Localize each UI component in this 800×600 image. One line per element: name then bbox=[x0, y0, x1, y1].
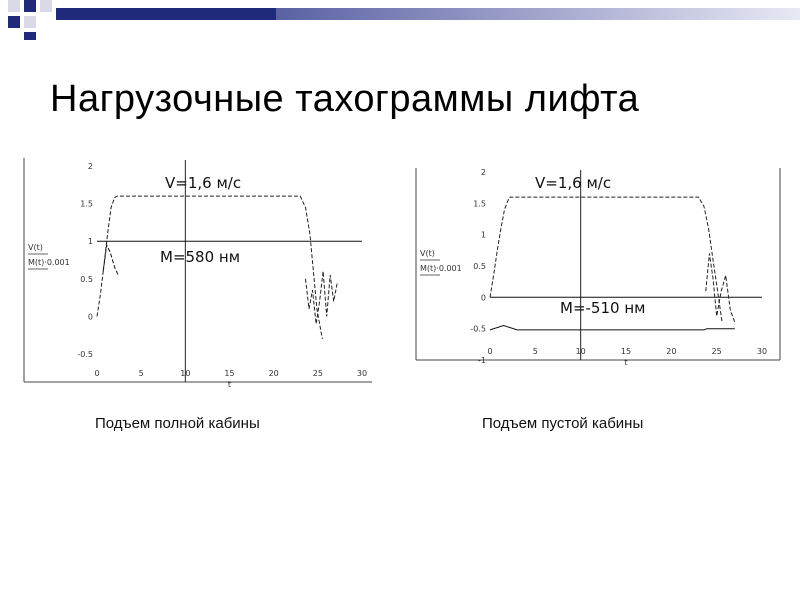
y-tick-label-2: 0 bbox=[480, 293, 486, 303]
x-tick-label-2: 10 bbox=[180, 369, 191, 378]
annotation-speed: V=1,6 м/с bbox=[165, 174, 242, 192]
y-tick-label-0: -1 bbox=[478, 356, 486, 365]
x-tick-label-1: 5 bbox=[532, 347, 538, 356]
chart-left-svg bbox=[0, 150, 380, 390]
deco-square-5 bbox=[24, 16, 36, 28]
y-tick-label-5: 1.5 bbox=[473, 199, 486, 209]
x-tick-label-2: 10 bbox=[575, 347, 586, 356]
chart-right-svg bbox=[410, 160, 790, 400]
x-tick-label-5: 25 bbox=[711, 347, 722, 356]
x-tick-label-3: 15 bbox=[620, 347, 632, 356]
annotation-torque: M=-510 нм bbox=[560, 299, 646, 317]
x-tick-label-0: 0 bbox=[94, 369, 100, 378]
tachogram-empty-cabin-chart bbox=[410, 160, 790, 400]
series-line-0 bbox=[97, 196, 322, 339]
deco-bar-dark bbox=[56, 8, 276, 20]
y-tick-label-3: 1 bbox=[87, 237, 93, 247]
y-tick-label-1: -0.5 bbox=[470, 324, 486, 334]
x-axis-label: t bbox=[624, 358, 628, 367]
caption-full-cabin: Подъем полной кабины bbox=[95, 415, 260, 432]
deco-bar-gradient bbox=[276, 8, 800, 20]
y-tick-label-5: 2 bbox=[87, 162, 93, 171]
y-tick-label-4: 1 bbox=[480, 230, 486, 240]
y-axis-label-1: V(t) bbox=[420, 249, 435, 258]
x-tick-label-3: 15 bbox=[224, 369, 235, 378]
deco-square-6 bbox=[24, 32, 36, 40]
x-tick-label-4: 20 bbox=[666, 347, 677, 356]
y-tick-label-0: -0.5 bbox=[77, 350, 93, 359]
x-axis-label: t bbox=[227, 380, 232, 389]
y-tick-label-3: 0.5 bbox=[473, 262, 486, 271]
y-axis-label-2: M(t)·0.001 bbox=[28, 258, 70, 267]
x-tick-label-6: 30 bbox=[756, 347, 768, 356]
y-axis-label-1: V(t) bbox=[28, 243, 43, 252]
annotation-torque: M=580 нм bbox=[160, 248, 241, 266]
caption-empty-cabin: Подъем пустой кабины bbox=[482, 415, 644, 432]
deco-square-3 bbox=[40, 0, 52, 12]
deco-square-2 bbox=[24, 0, 36, 12]
series-line-2 bbox=[490, 326, 735, 330]
deco-square-1 bbox=[8, 0, 20, 12]
y-tick-label-1: 0 bbox=[87, 312, 93, 322]
y-tick-label-4: 1.5 bbox=[80, 199, 93, 209]
x-tick-label-4: 20 bbox=[268, 369, 279, 378]
tachogram-full-cabin-chart bbox=[0, 150, 380, 390]
deco-square-4 bbox=[8, 16, 20, 28]
annotation-speed: V=1,6 м/с bbox=[535, 174, 612, 192]
series-line-3 bbox=[306, 271, 338, 324]
y-axis-label-2: M(t)·0.001 bbox=[420, 264, 462, 273]
slide-title: Нагрузочные тахограммы лифта bbox=[50, 78, 640, 120]
x-tick-label-0: 0 bbox=[487, 347, 493, 356]
header-decoration bbox=[0, 0, 800, 40]
x-tick-label-1: 5 bbox=[138, 369, 144, 378]
x-tick-label-6: 30 bbox=[356, 369, 368, 378]
x-tick-label-5: 25 bbox=[312, 369, 323, 378]
y-tick-label-6: 2 bbox=[480, 168, 486, 177]
y-tick-label-2: 0.5 bbox=[80, 274, 93, 284]
